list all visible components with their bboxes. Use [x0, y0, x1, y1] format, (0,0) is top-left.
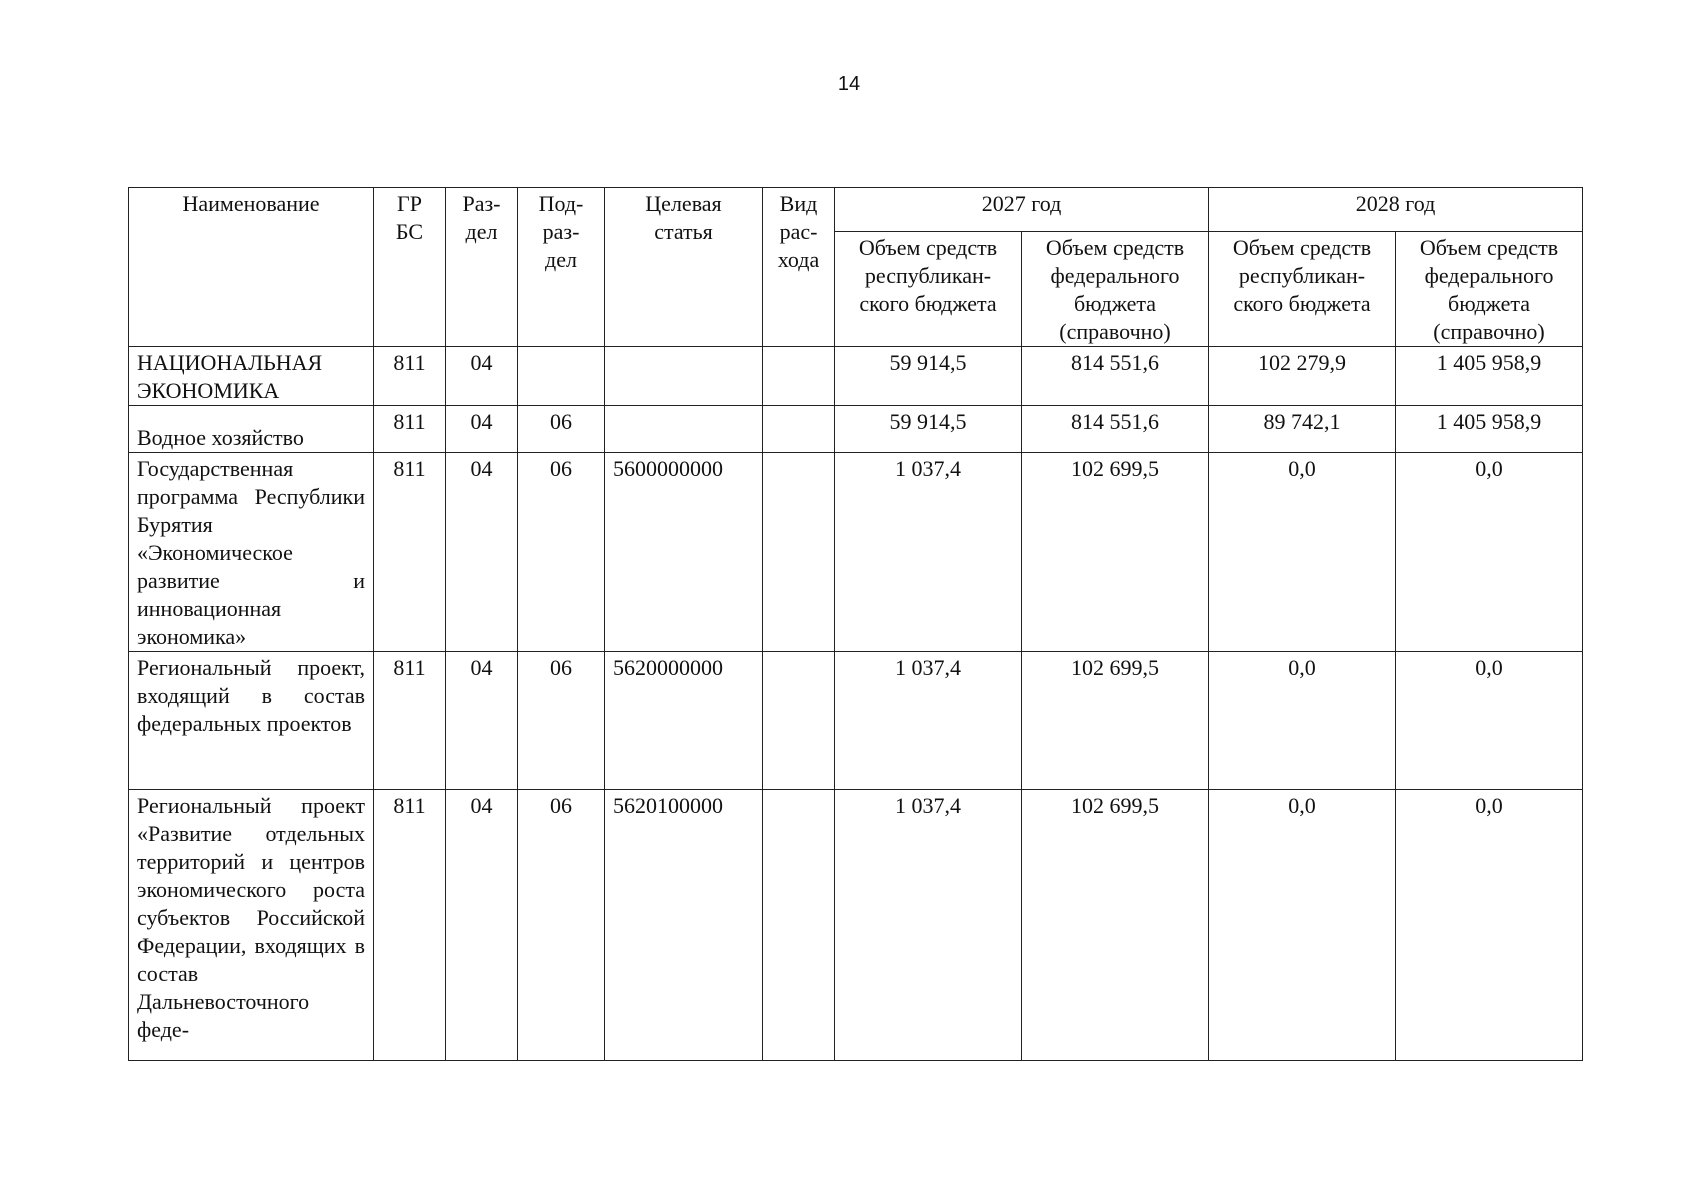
row-target — [605, 406, 763, 453]
row-fed-2027: 102 699,5 — [1022, 790, 1209, 1061]
row-vid — [763, 652, 835, 790]
row-name: НАЦИОНАЛЬНАЯ ЭКОНОМИКА — [129, 347, 374, 406]
row-vid — [763, 347, 835, 406]
row-rep-2027: 1 037,4 — [835, 790, 1022, 1061]
header-year-2028: 2028 год — [1209, 188, 1583, 232]
row-podrazdel: 06 — [518, 453, 605, 652]
header-rep-budget-2027: Объем средств республикан- ского бюджета — [835, 232, 1022, 347]
row-rep-2028: 0,0 — [1209, 652, 1396, 790]
row-podrazdel: 06 — [518, 790, 605, 1061]
header-target-article: Целевая статья — [605, 188, 763, 347]
row-fed-2028: 1 405 958,9 — [1396, 406, 1583, 453]
row-podrazdel: 06 — [518, 406, 605, 453]
row-razdel: 04 — [446, 406, 518, 453]
row-fed-2027: 102 699,5 — [1022, 652, 1209, 790]
row-name: Водное хозяйство — [129, 406, 374, 453]
row-target: 5600000000 — [605, 453, 763, 652]
table-row — [129, 347, 1583, 406]
row-target: 5620100000 — [605, 790, 763, 1061]
row-fed-2028: 1 405 958,9 — [1396, 347, 1583, 406]
row-rep-2027: 1 037,4 — [835, 453, 1022, 652]
header-expense-type: Вид рас- хода — [763, 188, 835, 347]
row-razdel: 04 — [446, 652, 518, 790]
row-fed-2028: 0,0 — [1396, 652, 1583, 790]
row-fed-2027: 814 551,6 — [1022, 347, 1209, 406]
page-number: 14 — [837, 73, 861, 95]
table-row — [129, 406, 1583, 453]
header-fed-budget-2027: Объем средств федерального бюджета (справочно) — [1022, 232, 1209, 347]
row-fed-2027: 814 551,6 — [1022, 406, 1209, 453]
row-grbs: 811 — [374, 790, 446, 1061]
table-row — [129, 790, 1583, 1061]
table-row — [129, 453, 1583, 652]
row-rep-2027: 1 037,4 — [835, 652, 1022, 790]
row-grbs: 811 — [374, 347, 446, 406]
header-grbs: ГР БС — [374, 188, 446, 347]
header-fed-budget-2028: Объем средств федерального бюджета (справочно) — [1396, 232, 1583, 347]
row-fed-2028: 0,0 — [1396, 790, 1583, 1061]
table-row — [129, 652, 1583, 790]
row-podrazdel — [518, 347, 605, 406]
header-row-1 — [129, 188, 1583, 232]
header-rep-budget-2028: Объем средств республикан- ского бюджета — [1209, 232, 1396, 347]
row-rep-2027: 59 914,5 — [835, 347, 1022, 406]
row-grbs: 811 — [374, 453, 446, 652]
header-podrazdel: Под- раз- дел — [518, 188, 605, 347]
row-podrazdel: 06 — [518, 652, 605, 790]
header-year-2027: 2027 год — [835, 188, 1209, 232]
row-rep-2028: 102 279,9 — [1209, 347, 1396, 406]
row-fed-2027: 102 699,5 — [1022, 453, 1209, 652]
row-rep-2028: 0,0 — [1209, 790, 1396, 1061]
row-rep-2028: 89 742,1 — [1209, 406, 1396, 453]
row-razdel: 04 — [446, 453, 518, 652]
row-razdel: 04 — [446, 347, 518, 406]
row-grbs: 811 — [374, 652, 446, 790]
row-rep-2028: 0,0 — [1209, 453, 1396, 652]
row-name: Региональный проект, входящий в состав федеральных проектов — [129, 652, 374, 790]
budget-table — [128, 187, 1583, 1061]
row-grbs: 811 — [374, 406, 446, 453]
row-target: 5620000000 — [605, 652, 763, 790]
row-vid — [763, 406, 835, 453]
row-name: Региональный проект «Развитие отдельных территорий и центров экономического роста субъектов Российской Федерации, входящих в состав Дальневосточного феде- — [129, 790, 374, 1061]
row-vid — [763, 453, 835, 652]
header-name: Наименование — [129, 188, 374, 347]
row-razdel: 04 — [446, 790, 518, 1061]
header-razdel: Раз- дел — [446, 188, 518, 347]
row-rep-2027: 59 914,5 — [835, 406, 1022, 453]
row-target — [605, 347, 763, 406]
row-vid — [763, 790, 835, 1061]
row-name: Государственная программа Республики Бурятия «Экономическое развитие и инновационная экономика» — [129, 453, 374, 652]
row-fed-2028: 0,0 — [1396, 453, 1583, 652]
